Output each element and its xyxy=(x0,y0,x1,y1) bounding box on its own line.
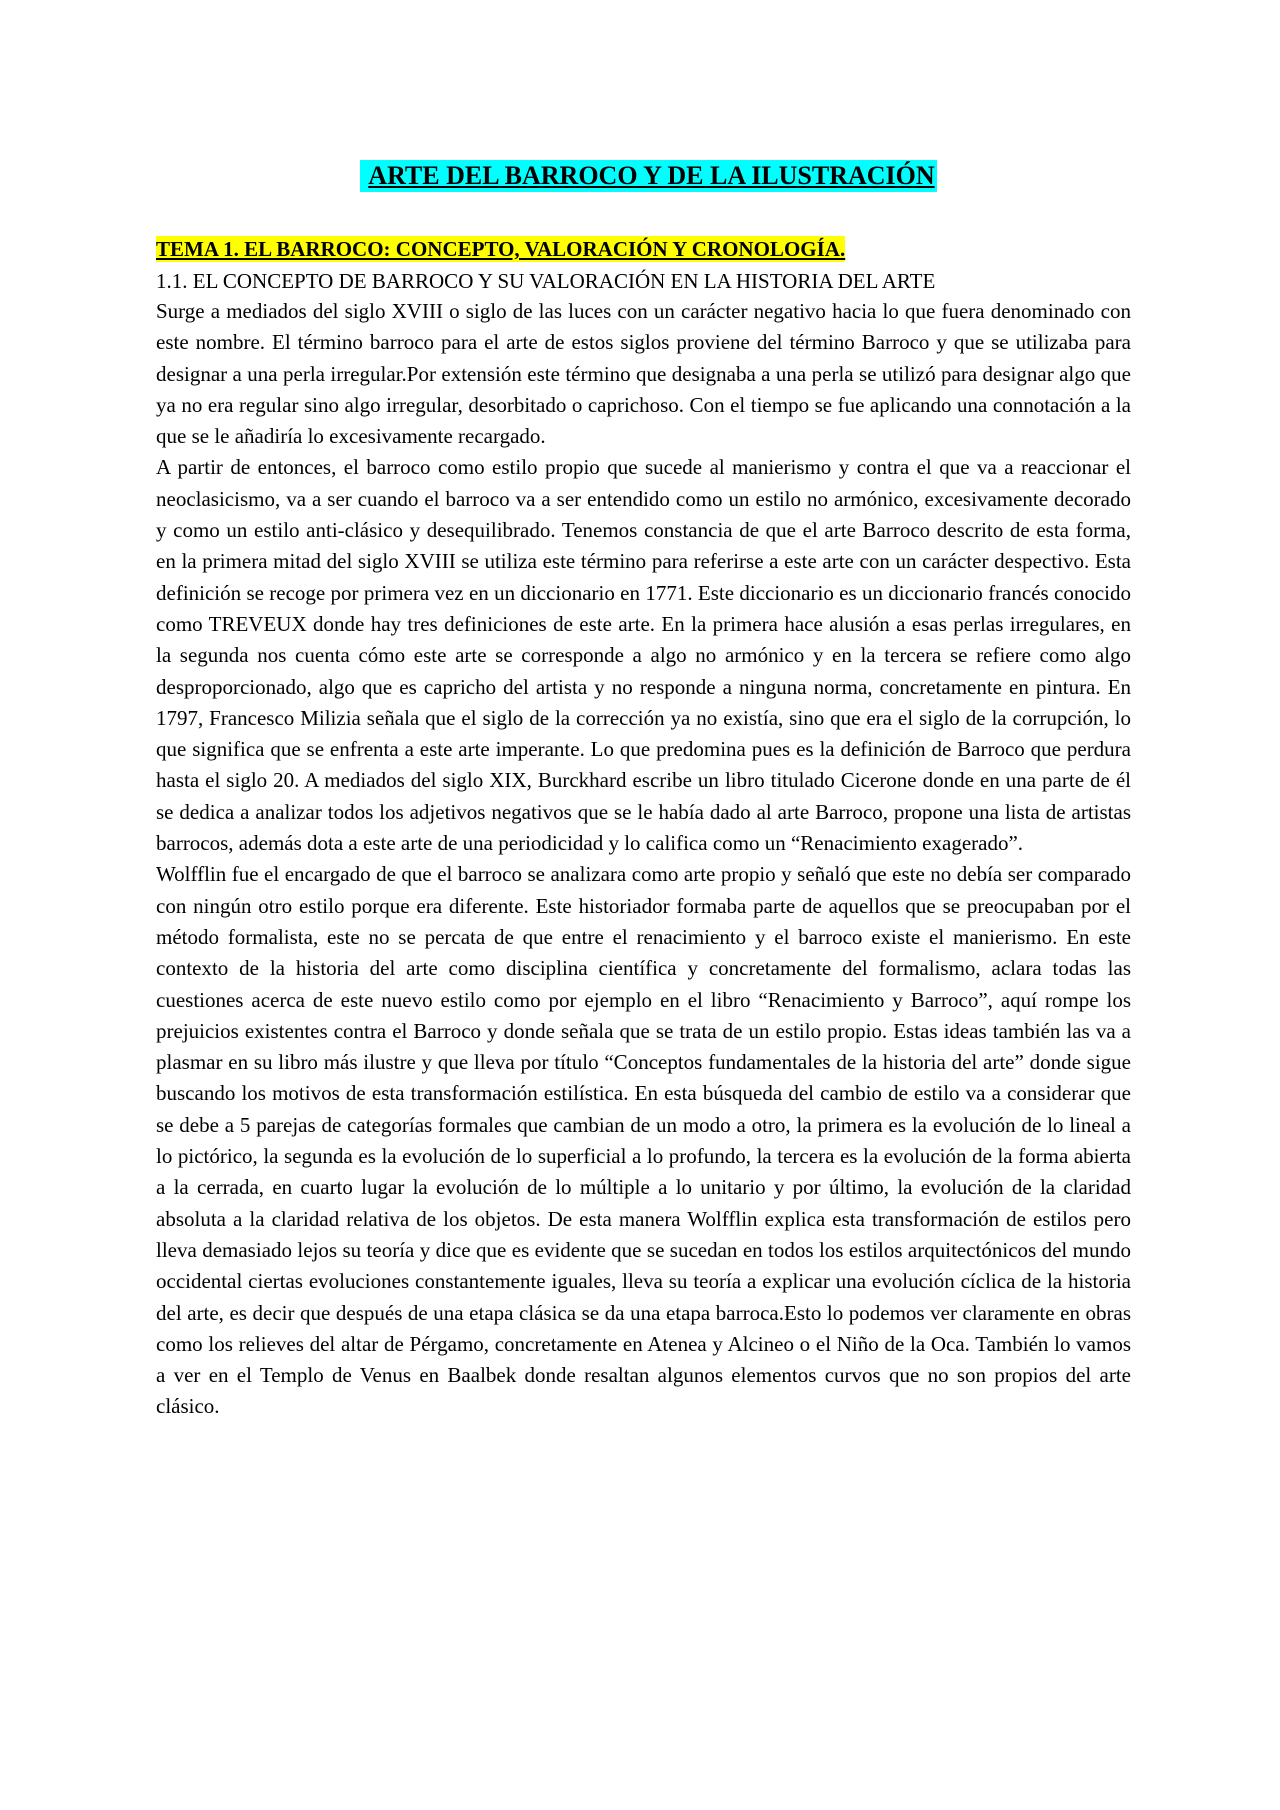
paragraph-3: Wolfflin fue el encargado de que el barroco se analizara como arte propio y señaló que este no debía ser comparado con ningún otro estilo porque era diferente. Este historiador formaba parte de aquellos que se preocupaban por el método formalista, este no se percata de que entre el renacimiento y el barroco existe el manierismo. En este contexto de la historia del arte como disciplina científica y concretamente del formalismo, aclara todas las cuestiones acerca de este nuevo estilo como por ejemplo en el libro “Renacimiento y Barroco”, aquí rompe los prejuicios existentes contra el Barroco y donde señala que se trata de un estilo propio. Estas ideas también las va a plasmar en su libro más ilustre y que lleva por título “Conceptos fundamentales de la historia del arte” donde sigue buscando los motivos de esta transformación estilística. En esta búsqueda del cambio de estilo va a considerar que se debe a 5 parejas de categorías formales que cambian de un modo a otro, la primera es la evolución de lo lineal a lo pictórico, la segunda es la evolución de lo superficial a lo profundo, la tercera es la evolución de la forma abierta a la cerrada, en cuarto lugar la evolución de lo múltiple a lo unitario y por último, la evolución de la claridad absoluta a la claridad relativa de los objetos. De esta manera Wolfflin explica esta transformación de estilos pero lleva demasiado lejos su teoría y dice que es evidente que se sucedan en todos los estilos arquitectónicos del mundo occidental ciertas evoluciones constantemente iguales, lleva su teoría a explicar una evolución cíclica de la historia del arte, es decir que después de una etapa clásica se da una etapa barroca.Esto lo podemos ver claramente en obras como los relieves del altar de Pérgamo, concretamente en Atenea y Alcineo o el Niño de la Oca. También lo vamos a ver en el Templo de Venus en Baalbek donde resaltan algunos elementos curvos que no son propios del arte clásico. xyxy=(156,862,1131,1419)
title-wrapper xyxy=(166,160,1131,192)
paragraph-1: Surge a mediados del siglo XVIII o siglo de las luces con un carácter negativo hacia lo que fuera denominado con este nombre. El término barroco para el arte de estos siglos proviene del término Barroco y que se utilizaba para designar a una perla irregular.Por extensión este término que designaba a una perla se utilizó para designar algo que ya no era regular sino algo irregular, desorbitado o caprichoso. Con el tiempo se fue aplicando una connotación a la que se le añadiría lo excesivamente recargado. xyxy=(156,299,1131,449)
document-title: ARTE DEL BARROCO Y DE LA ILUSTRACIÓN xyxy=(360,160,936,192)
document-page xyxy=(156,160,1131,1423)
tema-heading-wrapper xyxy=(156,236,1131,266)
paragraph-2: A partir de entonces, el barroco como estilo propio que sucede al manierismo y contra el que va a reaccionar el neoclasicismo, va a ser cuando el barroco va a ser entendido como un estilo no armónico, excesivamente decorado y como un estilo anti-clásico y desequilibrado. Tenemos constancia de que el arte Barroco descrito de esta forma, en la primera mitad del siglo XVIII se utiliza este término para referirse a este arte con un carácter despectivo. Esta definición se recoge por primera vez en un diccionario en 1771. Este diccionario es un diccionario francés conocido como TREVEUX donde hay tres definiciones de este arte. En la primera hace alusión a esas perlas irregulares, en la segunda nos cuenta cómo este arte se corresponde a algo no armónico y en la tercera se refiere como algo desproporcionado, algo que es capricho del artista y no responde a ninguna norma, concretamente en pintura. En 1797, Francesco Milizia señala que el siglo de la corrección ya no existía, sino que era el siglo de la corrupción, lo que significa que se enfrenta a este arte imperante. Lo que predomina pues es la definición de Barroco que perdura hasta el siglo 20. A mediados del siglo XIX, Burckhard escribe un libro titulado Cicerone donde en una parte de él se dedica a analizar todos los adjetivos negativos que se le había dado al arte Barroco, propone una lista de artistas barrocos, además dota a este arte de una periodicidad y lo califica como un “Renacimiento exagerado”. xyxy=(156,455,1131,856)
tema-heading: TEMA 1. EL BARROCO: CONCEPTO, VALORACIÓN Y CRONOLOGÍA. xyxy=(156,237,846,261)
section-heading: 1.1. EL CONCEPTO DE BARROCO Y SU VALORACIÓN EN LA HISTORIA DEL ARTE xyxy=(156,269,936,293)
